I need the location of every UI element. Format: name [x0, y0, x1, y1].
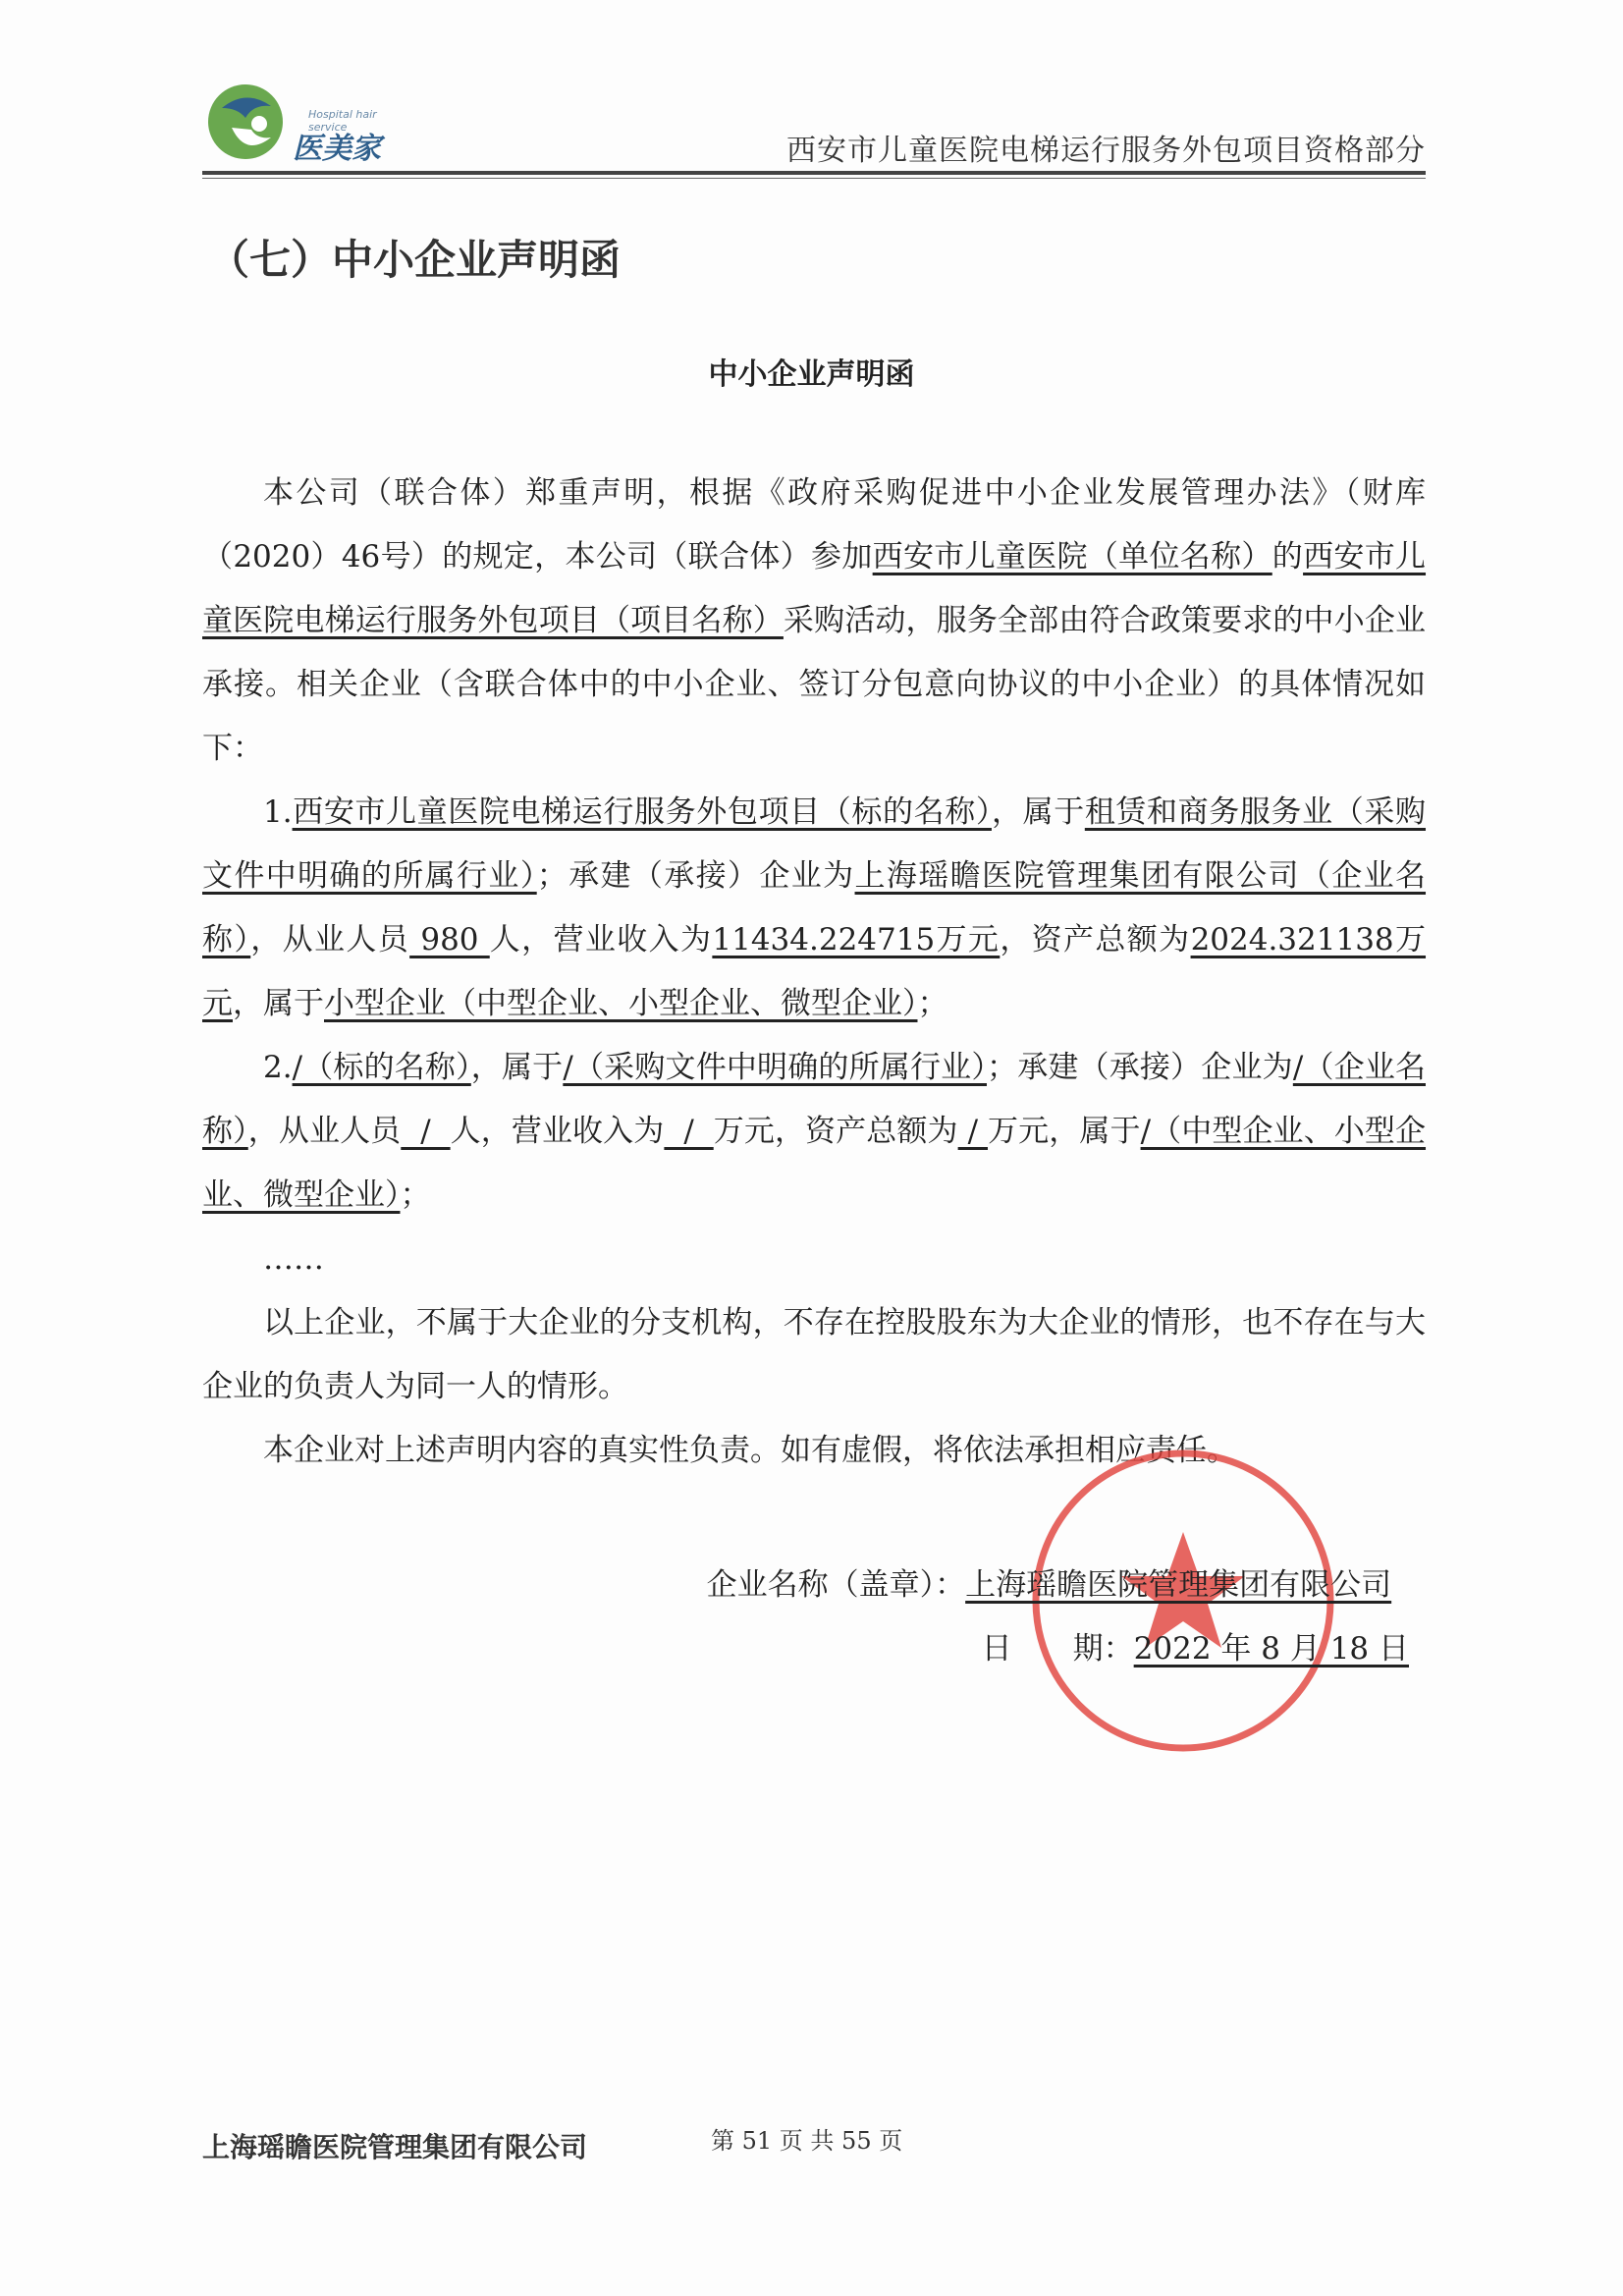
item-1 — [202, 781, 1426, 1036]
item-text: ，资产总额为 — [1000, 922, 1191, 957]
item-assets: 2024.321138万元 — [202, 922, 1427, 1021]
footer-company: 上海瑶瞻医院管理集团有限公司 — [202, 2131, 588, 2163]
logo-name: 医美家 — [293, 132, 381, 166]
declaration-body — [202, 462, 1426, 1483]
date-label: 日 期： — [981, 1631, 1134, 1667]
item-text: ； — [917, 986, 948, 1021]
logo-emblem-icon — [202, 79, 291, 167]
project-name: 西安市儿童医院电梯运行服务外包项目（项目名称） — [202, 539, 1427, 638]
company-value: 上海瑶瞻医院管理集团有限公司 — [965, 1567, 1392, 1603]
section-heading: （七）中小企业声明函 — [208, 236, 622, 284]
header-divider — [202, 171, 1426, 175]
header-title: 西安市儿童医院电梯运行服务外包项目资格部分 — [786, 134, 1426, 168]
item-size: /（中型企业、小型企业、微型企业） — [202, 1114, 1427, 1213]
item-2 — [202, 1036, 1426, 1228]
item-text: ；承建（承接）企业为 — [536, 858, 855, 894]
company-label: 企业名称（盖章）： — [706, 1567, 966, 1603]
company-signature-line — [707, 1554, 1409, 1617]
item-text: ，属于 — [233, 986, 324, 1021]
item-revenue: / — [664, 1114, 714, 1149]
item-industry: /（采购文件中明确的所属行业） — [563, 1050, 988, 1085]
item-text: ；承建（承接）企业为 — [987, 1050, 1293, 1085]
item-text: ，从业人员 — [247, 1114, 402, 1149]
intro-paragraph — [202, 462, 1426, 781]
responsibility-paragraph: 本企业对上述声明内容的真实性负责。如有虚假，将依法承担相应责任。 — [263, 1433, 1237, 1468]
document-title: 中小企业声明函 — [708, 357, 915, 392]
item-size: 小型企业（中型企业、小型企业、微型企业） — [324, 986, 918, 1021]
item-revenue: 11434.224715万元 — [712, 922, 1001, 957]
signature-block — [707, 1554, 1409, 1681]
item-company: 上海瑶瞻医院管理集团有限公司（企业名称） — [202, 858, 1427, 957]
item-subject: /（标的名称） — [292, 1050, 471, 1085]
intro-text: 采购活动，服务全部由符合政策要求的中小企业承接。相关企业（含联合体中的中小企业、签订分包意向协议的中小企业）的具体情况如下： — [202, 603, 1426, 766]
item-text: 人，营业收入为 — [450, 1114, 665, 1149]
ellipsis: …… — [263, 1241, 324, 1277]
intro-text: 本公司（联合体）郑重声明，根据《政府采购促进中小企业发展管理办法》（财库（2020）46号）的规定，本公司（联合体）参加 — [202, 475, 1426, 574]
item-industry: 租赁和商务服务业（采购文件中明确的所属行业） — [202, 794, 1427, 894]
item-assets: / — [957, 1114, 989, 1149]
item-text: ，属于 — [991, 794, 1085, 830]
page-number: 第 51 页 共 55 页 — [711, 2127, 903, 2155]
item-text: ，属于 — [470, 1050, 564, 1085]
intro-text: 的 — [1271, 539, 1304, 574]
purchaser-name: 西安市儿童医院（单位名称） — [872, 539, 1272, 574]
page-header — [202, 79, 1426, 177]
item-text: 万元，资产总额为 — [713, 1114, 958, 1149]
item-staff: / — [401, 1114, 451, 1149]
logo-tagline: Hospital hair service — [308, 108, 377, 134]
item-subject: 西安市儿童医院电梯运行服务外包项目（标的名称） — [292, 794, 992, 830]
item-number: 2. — [263, 1050, 293, 1085]
date-value: 2022 年 8 月 18 日 — [1133, 1631, 1409, 1667]
item-number: 1. — [263, 794, 293, 830]
not-branch-paragraph: 以上企业，不属于大企业的分支机构，不存在控股股东为大企业的情形，也不存在与大企业的负责人为同一人的情形。 — [202, 1305, 1426, 1404]
item-company: /（企业名称） — [202, 1050, 1426, 1149]
item-text: ； — [400, 1177, 431, 1213]
item-staff: 980 — [409, 922, 490, 957]
item-text: 人，营业收入为 — [489, 922, 713, 957]
item-text: ，从业人员 — [250, 922, 410, 957]
header-divider-thin — [202, 178, 1426, 179]
date-line — [707, 1617, 1409, 1681]
item-text: 万元，属于 — [988, 1114, 1141, 1149]
company-logo — [202, 79, 408, 167]
